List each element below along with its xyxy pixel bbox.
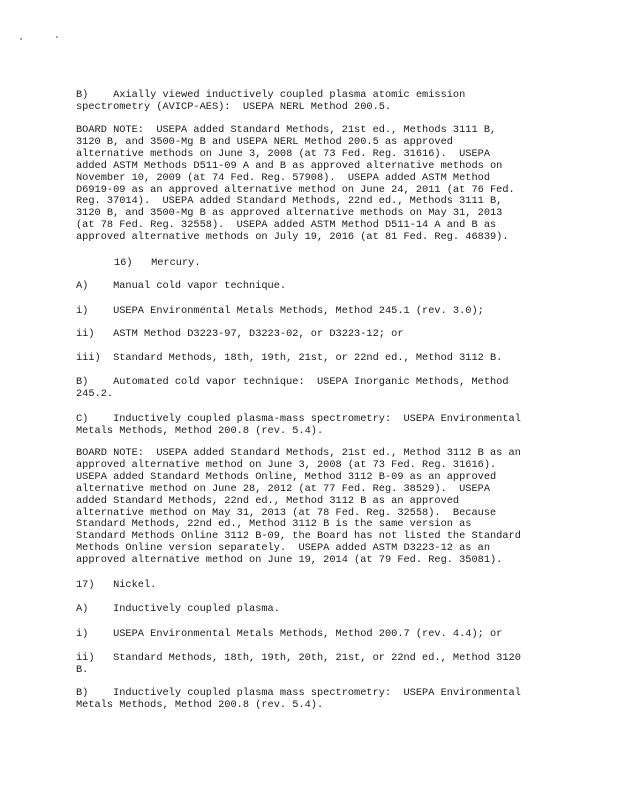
item-17-nickel: 17) Nickel. [76, 579, 157, 591]
item-b-avicp: B) Axially viewed inductively coupled plasma atomic emission spectrometry (AVICP-AES): USEPA NERL Method 200.5. [76, 89, 466, 113]
item-iii-sm: iii) Standard Methods, 18th, 19th, 21st, or 22nd ed., Method 3112 B. [76, 352, 503, 364]
item-ii-astm: ii) ASTM Method D3223-97, D3223-02, or D3223-12; or [76, 328, 404, 340]
item-i-200-7: i) USEPA Environmental Metals Methods, Method 200.7 (rev. 4.4); or [76, 628, 503, 640]
board-note-1: BOARD NOTE: USEPA added Standard Methods, 21st ed., Methods 3111 B, 3120 B, and 3500-Mg B and USEPA NERL Method 200.5 as approved alternative methods on June 3, 2008 (at 73 Fed. Reg. 31616). USEPA added ASTM Methods D511-09 A and B as approved alternative methods on November 10, 2009 (at 74 Fed. Reg. 57908). USEPA added ASTM Method D6919-09 as an approved alternative method on June 24, 2011 (at 76 Fed. Reg. 37014). USEPA added Standard Methods, 22nd ed., Methods 3111 B, 3120 B, and 3500-Mg B as approved alternative methods on May 31, 2013 (at 78 Fed. Reg. 32558). USEPA added ASTM Method D511-14 A and B as approved alternative methods on July 19, 2016 (at 81 Fed. Reg. 46839). [76, 124, 515, 244]
item-b-icpms: B) Inductively coupled plasma mass spectrometry: USEPA Environmental Metals Methods, Method 200.8 (rev. 5.4). [76, 687, 521, 711]
item-ii-sm-3120: ii) Standard Methods, 18th, 19th, 20th, 21st, or 22nd ed., Method 3120 B. [76, 652, 521, 676]
scan-speck [20, 38, 22, 40]
item-i-245: i) USEPA Environmental Metals Methods, Method 245.1 (rev. 3.0); [76, 305, 484, 317]
scan-speck [56, 36, 58, 38]
item-c-icpms: C) Inductively coupled plasma-mass spectrometry: USEPA Environmental Metals Methods, Method 200.8 (rev. 5.4). [76, 413, 521, 437]
item-16-mercury: 16) Mercury. [114, 257, 201, 269]
board-note-2: BOARD NOTE: USEPA added Standard Methods, 21st ed., Method 3112 B as an approved alternative method on June 3, 2008 (at 73 Fed. Reg. 31616). USEPA added Standard Methods Online, Method 3112 B-09 as an approved alternative method on June 28, 2012 (at 77 Fed. Reg. 38529). USEPA added Standard Methods, 22nd ed., Method 3112 B as an approved alternative method on May 31, 2013 (at 78 Fed. Reg. 32558). Because Standard Methods, 22nd ed., Method 3112 B is the same version as Standard Methods Online 3112 B-09, the Board has not listed the Standard Methods Online version separately. USEPA added ASTM D3223-12 as an approved alternative method on June 19, 2014 (at 79 Fed. Reg. 35081). [76, 447, 521, 567]
item-b-automated: B) Automated cold vapor technique: USEPA Inorganic Methods, Method 245.2. [76, 376, 509, 400]
item-a-icp: A) Inductively coupled plasma. [76, 603, 280, 615]
scan-specks [20, 36, 60, 42]
item-a-manual: A) Manual cold vapor technique. [76, 280, 287, 292]
